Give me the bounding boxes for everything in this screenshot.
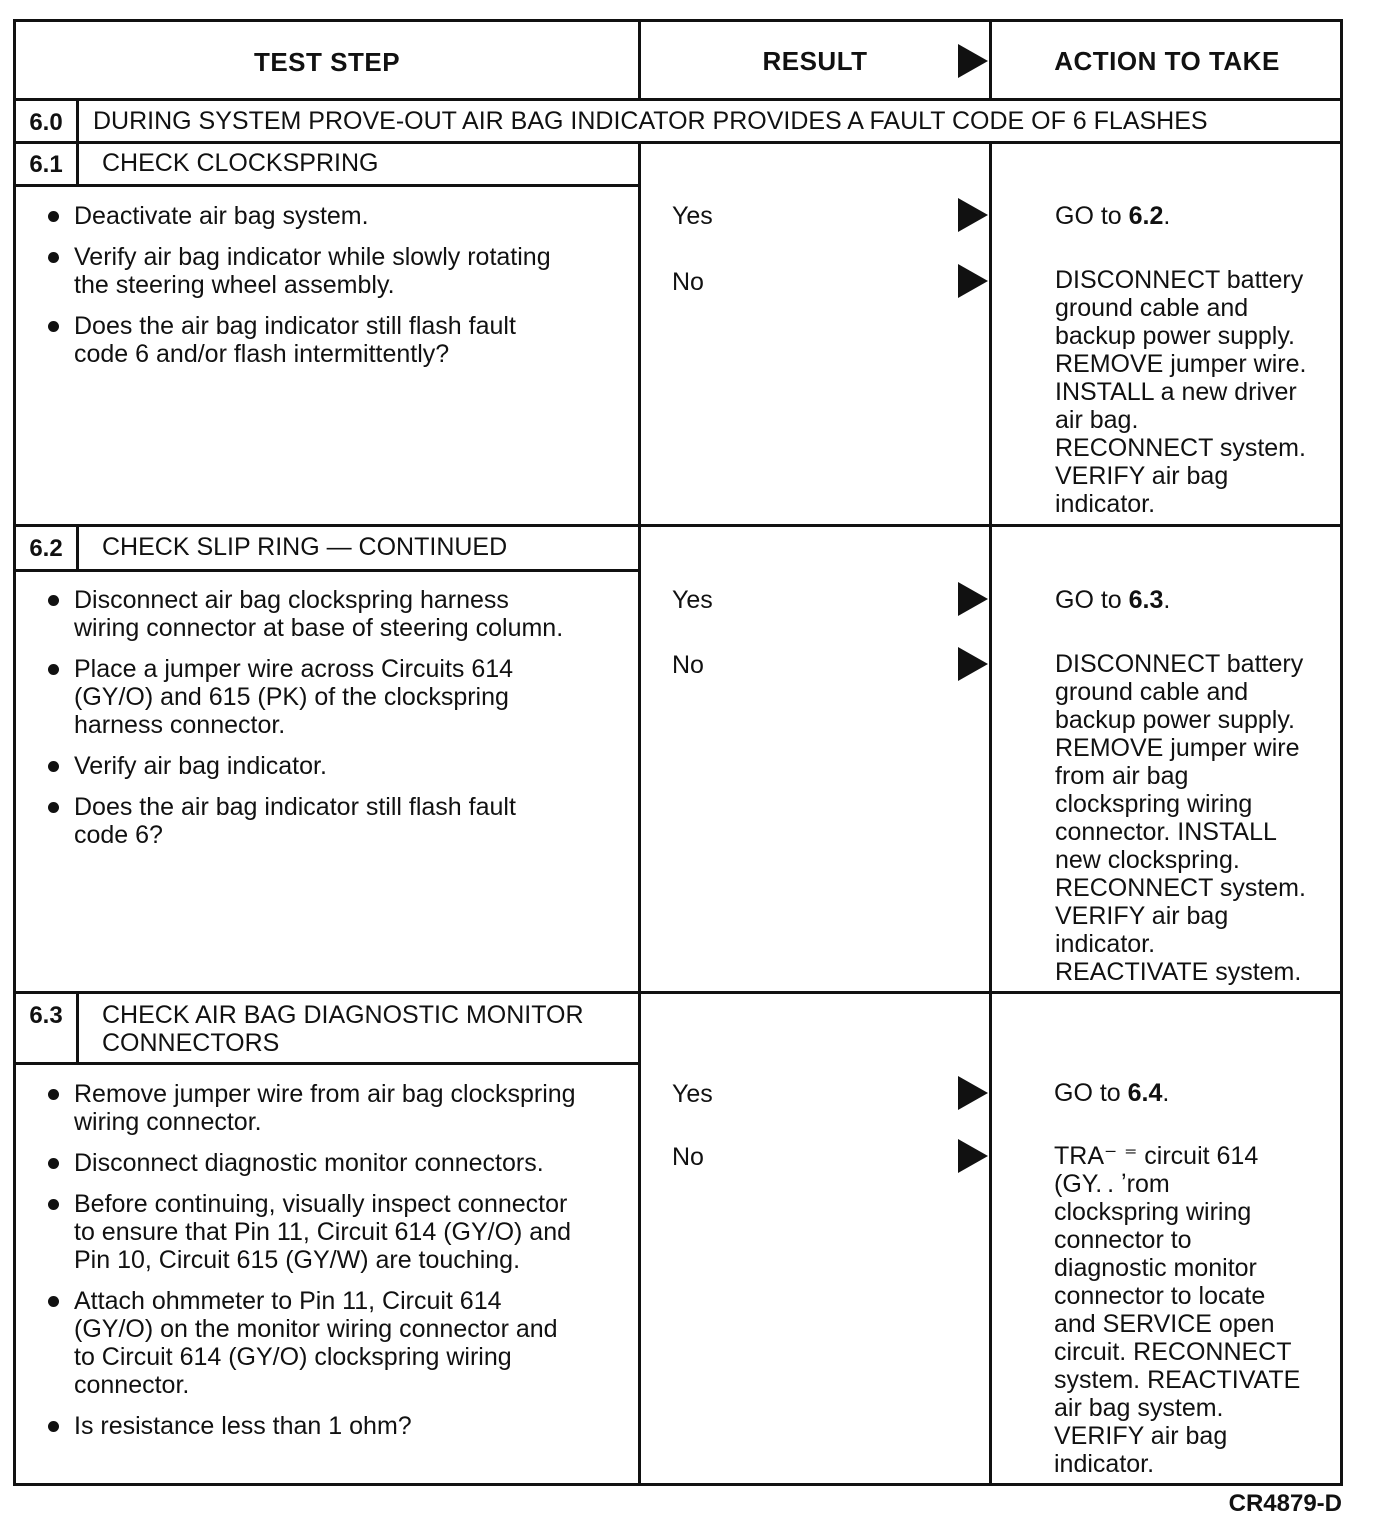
- header-action-to-take: ACTION TO TAKE: [1054, 46, 1280, 76]
- list-item: Deactivate air bag system.: [16, 202, 636, 230]
- step-6-1-bottom-divider: [13, 524, 1343, 527]
- step-6-3-number-divider: [76, 993, 79, 1064]
- step-6-1-result-no: No: [672, 268, 704, 296]
- step-6-1-action-yes: GO to 6.2.: [1055, 202, 1171, 230]
- step-6-2-number-divider: [76, 526, 79, 571]
- list-item: Before continuing, visually inspect connector to ensure that Pin 11, Circuit 614 (GY/O) and Pin 10, Circuit 615 (GY/W) are touching.: [16, 1190, 636, 1274]
- step-6-2-yes-arrow-icon: [958, 582, 988, 616]
- step-6-3-title-divider: [13, 1062, 641, 1065]
- step-6-2-number: 6.2: [29, 535, 63, 562]
- step-6-1-title: CHECK CLOCKSPRING: [102, 149, 379, 177]
- step-6-3-action-yes: GO to 6.4.: [1054, 1079, 1170, 1107]
- step-6-1-yes-arrow-icon: [958, 198, 988, 232]
- step-6-1-title-divider: [13, 184, 641, 187]
- step-6-3-title: CHECK AIR BAG DIAGNOSTIC MONITOR CONNECTORS: [102, 1001, 584, 1057]
- step-6-3-no-arrow-icon: [958, 1139, 988, 1173]
- list-item: Attach ohmmeter to Pin 11, Circuit 614 (GY/O) on the monitor wiring connector and to Circuit 614 (GY/O) clockspring wiring connector.: [16, 1287, 636, 1399]
- step-6-1-number: 6.1: [29, 151, 63, 178]
- step-6-2-no-arrow-icon: [958, 647, 988, 681]
- header-result: RESULT: [762, 46, 868, 76]
- list-item: Does the air bag indicator still flash fault code 6?: [16, 793, 636, 849]
- column-divider-result: [638, 19, 641, 101]
- step-6-3-number: 6.3: [29, 1002, 63, 1029]
- step-6-3-bullet-list: [16, 1080, 636, 1453]
- header-divider: [13, 98, 1343, 101]
- step-6-3-result-no: No: [672, 1143, 704, 1171]
- list-item: Place a jumper wire across Circuits 614 (GY/O) and 615 (PK) of the clockspring harness connector.: [16, 655, 636, 739]
- step-6-1-number-divider: [76, 142, 79, 186]
- step-6-2-title: CHECK SLIP RING — CONTINUED: [102, 533, 508, 561]
- step-6-1-bullet-list: [16, 202, 636, 381]
- step-6-3-action-no: TRA⁻ ⁼ circuit 614 (GY. . ʼrom clockspring wiring connector to diagnostic monitor connector to locate and SERVICE open circuit. RECONNECT system. REACTIVATE air bag system. VERIFY air bag indicator.: [1054, 1142, 1301, 1478]
- list-item: Verify air bag indicator.: [16, 752, 636, 780]
- list-item: Is resistance less than 1 ohm?: [16, 1412, 636, 1440]
- body-divider-result: [638, 142, 641, 1486]
- step-6-2-result-no: No: [672, 651, 704, 679]
- section-6-0-number: 6.0: [29, 109, 63, 136]
- step-ref: 6.4: [1127, 1079, 1163, 1107]
- step-6-2-bottom-divider: [13, 991, 1343, 994]
- body-divider-action: [989, 142, 992, 1486]
- step-6-2-title-divider: [13, 569, 641, 572]
- step-6-1-result-yes: Yes: [672, 202, 713, 230]
- header-result-arrow-icon: [958, 44, 988, 78]
- step-6-2-bullet-list: [16, 586, 636, 862]
- list-item: Does the air bag indicator still flash fault code 6 and/or flash intermittently?: [16, 312, 636, 368]
- step-ref: 6.3: [1128, 586, 1164, 614]
- step-6-1-no-arrow-icon: [958, 264, 988, 298]
- header-test-step: TEST STEP: [253, 47, 401, 77]
- step-6-2-action-yes: GO to 6.3.: [1055, 586, 1171, 614]
- list-item: Remove jumper wire from air bag clockspring wiring connector.: [16, 1080, 636, 1136]
- step-6-3-result-yes: Yes: [672, 1080, 713, 1108]
- section-6-0-number-divider: [76, 100, 79, 142]
- list-item: Disconnect diagnostic monitor connectors.: [16, 1149, 636, 1177]
- figure-id: CR4879-D: [1228, 1490, 1342, 1517]
- section-6-0-divider: [13, 141, 1343, 144]
- list-item: Verify air bag indicator while slowly rotating the steering wheel assembly.: [16, 243, 636, 299]
- section-6-0-title: DURING SYSTEM PROVE-OUT AIR BAG INDICATOR PROVIDES A FAULT CODE OF 6 FLASHES: [93, 107, 1208, 135]
- step-ref: 6.2: [1128, 202, 1164, 230]
- step-6-2-action-no: DISCONNECT battery ground cable and backup power supply. REMOVE jumper wire from air bag clockspring wiring connector. INSTALL new clockspring. RECONNECT system. VERIFY air bag indicator. REACTIVATE system.: [1055, 650, 1306, 986]
- step-6-3-yes-arrow-icon: [958, 1076, 988, 1110]
- list-item: Disconnect air bag clockspring harness wiring connector at base of steering column.: [16, 586, 636, 642]
- step-6-1-action-no: DISCONNECT battery ground cable and backup power supply. REMOVE jumper wire. INSTALL a new driver air bag. RECONNECT system. VERIFY air bag indicator.: [1055, 266, 1307, 518]
- step-6-2-result-yes: Yes: [672, 586, 713, 614]
